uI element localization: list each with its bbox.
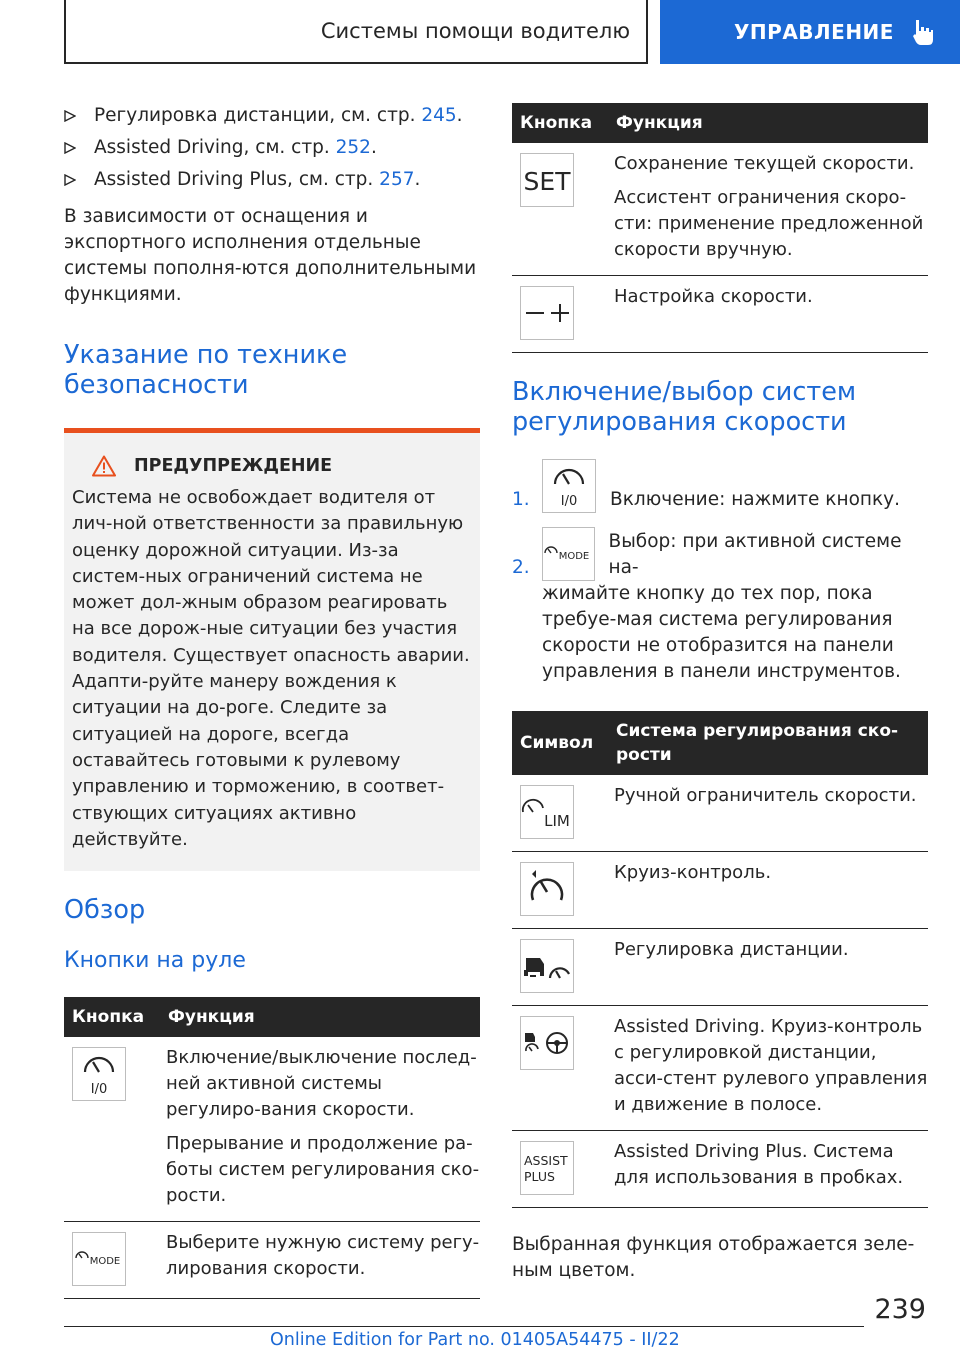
system-text: Регулировка дистанции.: [614, 939, 849, 960]
steering-buttons-table: [64, 997, 480, 1299]
speed-limiter-icon: [520, 785, 574, 839]
table-cell: [160, 1222, 480, 1299]
section-title: Системы помощи водителю: [320, 19, 630, 43]
header-section-title: [64, 0, 648, 64]
icon-label: MODE: [89, 1256, 121, 1268]
icon-label: I/0: [560, 494, 578, 509]
set-button-icon[interactable]: [520, 153, 574, 207]
table-cell: [64, 1222, 160, 1299]
list-item-text: Assisted Driving Plus, см. стр.: [94, 169, 380, 190]
system-text: Assisted Driving Plus. Система для использования в пробках.: [614, 1141, 904, 1188]
select-heading-line-1: Включение/выбор систем: [512, 377, 857, 407]
chapter-title: УПРАВЛЕНИЕ: [734, 20, 894, 44]
page-number: 239: [874, 1294, 926, 1325]
table-cell: [608, 929, 928, 1006]
system-text: Круиз-контроль.: [614, 862, 772, 883]
table-header-row: [64, 997, 480, 1037]
on-off-button-icon: [542, 459, 596, 513]
step-text: Выбор: при активной системе на-: [608, 531, 902, 578]
mode-button-icon[interactable]: [72, 1232, 126, 1286]
footer-edition-text: Online Edition for Part no. 01405A54475 - II/22: [270, 1330, 680, 1350]
table-cell: [64, 1037, 160, 1222]
closing-paragraph: Выбранная функция отображается зеле-ным цветом.: [512, 1234, 915, 1281]
hand-pointer-icon: [912, 18, 934, 46]
table-header-row: [512, 103, 928, 143]
list-item: [512, 527, 928, 685]
list-item: [512, 459, 928, 513]
triangle-bullet-icon: [64, 110, 76, 122]
footer-divider: [64, 1326, 864, 1327]
step-text: Включение: нажмите кнопку.: [610, 489, 900, 510]
assisted-driving-plus-icon: [520, 1141, 574, 1195]
select-heading-line-2: регулирования скорости: [512, 407, 847, 437]
table-row: [64, 1222, 480, 1299]
table-row: [512, 143, 928, 276]
speed-buttons-table: [512, 103, 928, 353]
triangle-bullet-icon: [64, 142, 76, 154]
table-row: [512, 276, 928, 353]
table-cell: [608, 1131, 928, 1208]
icon-label: PLUS: [524, 1169, 555, 1184]
speed-systems-table: [512, 711, 928, 1208]
list-item: [64, 132, 480, 164]
step-number: 2.: [512, 557, 530, 578]
steps-list: [512, 459, 928, 685]
column-header: Кнопка: [512, 103, 608, 143]
function-text: Настройка скорости.: [614, 286, 813, 307]
related-links-list: [64, 100, 480, 196]
function-text: Сохранение текущей скорости.: [614, 153, 915, 174]
assisted-driving-icon: [520, 1016, 574, 1070]
table-cell: [512, 143, 608, 276]
icon-label: I/0: [90, 1082, 108, 1098]
table-row: [64, 1037, 480, 1222]
right-column: [512, 103, 928, 1284]
function-text: Включение/выключение послед-ней активной системы регулиро-вания скорости.: [166, 1047, 477, 1121]
table-cell: [608, 852, 928, 929]
distance-control-icon: [520, 939, 574, 993]
list-item-end: .: [370, 137, 377, 158]
table-row: [512, 775, 928, 852]
table-cell: [512, 1131, 608, 1208]
icon-label: MODE: [558, 551, 590, 562]
table-cell: [608, 276, 928, 353]
column-header: Кнопка: [64, 997, 160, 1037]
cruise-control-icon: [520, 862, 574, 916]
table-cell: [512, 1006, 608, 1131]
table-cell: [608, 143, 928, 276]
table-row: [512, 1006, 928, 1131]
intro-paragraph: В зависимости от оснащения и экспортного исполнения отдельные системы пополня-ются дополнительными функциями.: [64, 206, 477, 305]
overview-heading: Обзор: [64, 895, 146, 926]
list-item: [64, 100, 480, 132]
safety-heading-line-1: Указание по технике: [64, 340, 348, 370]
warning-box: [64, 428, 480, 871]
table-cell: [512, 929, 608, 1006]
safety-heading: [64, 340, 480, 400]
page-link[interactable]: 252: [335, 137, 371, 158]
system-text: Assisted Driving. Круиз-контроль с регулировкой дистанции, асси-стент рулевого управления и движение в полосе.: [614, 1016, 928, 1115]
on-off-button-icon[interactable]: [72, 1047, 126, 1101]
function-text: Выберите нужную систему регу-лирования скорости.: [166, 1232, 480, 1280]
icon-label: ASSIST: [524, 1153, 568, 1168]
table-cell: [160, 1037, 480, 1222]
page-link[interactable]: 257: [379, 169, 415, 190]
table-cell: [512, 775, 608, 852]
icon-label: SET: [523, 167, 571, 196]
step-number: 1.: [512, 489, 530, 510]
warning-title-text: ПРЕДУПРЕЖДЕНИЕ: [134, 456, 333, 476]
left-column: [64, 100, 480, 1299]
table-cell: [512, 852, 608, 929]
table-row: [512, 929, 928, 1006]
mode-button-icon: [542, 527, 595, 581]
table-header-row: [512, 711, 928, 775]
warning-title: [92, 455, 472, 477]
step-text-continued: жимайте кнопку до тех пор, пока требуе-мая система регулирования скорости не отобразится на панели управления в панели инструментов.: [542, 583, 901, 682]
steering-buttons-heading: Кнопки на руле: [64, 948, 246, 974]
warning-triangle-icon: [92, 455, 116, 477]
list-item: [64, 164, 480, 196]
triangle-bullet-icon: [64, 174, 76, 186]
header-chapter-tab[interactable]: [660, 0, 960, 64]
warning-text: Система не освобождает водителя от лич-ной ответственности за правильную оценку дорожной ситуации. Из-за систем-ных ограничений система не может дол-жным образом реагировать на все дорож-ные ситуации без участия водителя. Существует опасность аварии. Адапти-руйте манеру вождения к ситуации на до-роге. Следите за ситуацией на дороге, всегда оставайтесь готовыми к рулевому управлению и торможению, в соответ-ствующих ситуациях активно действуйте.: [72, 487, 470, 850]
function-text: Ассистент ограничения скоро-сти: применение предложенной скорости вручную.: [614, 187, 924, 260]
minus-plus-icon[interactable]: [520, 286, 574, 340]
table-cell: [608, 1006, 928, 1131]
system-text: Ручной ограничитель скорости.: [614, 785, 917, 806]
column-header: Функция: [160, 997, 480, 1037]
table-cell: [608, 775, 928, 852]
table-row: [512, 1131, 928, 1208]
list-item-text: Регулировка дистанции, см. стр.: [94, 105, 422, 126]
column-header: Функция: [608, 103, 928, 143]
list-item-text: Assisted Driving, см. стр.: [94, 137, 336, 158]
select-systems-heading: [512, 377, 928, 437]
page-link[interactable]: 245: [421, 105, 457, 126]
function-text: Прерывание и продолжение ра-боты систем регулирования ско-рости.: [166, 1133, 480, 1207]
icon-label: LIM: [544, 812, 570, 830]
column-header: Символ: [512, 711, 608, 775]
table-cell: [512, 276, 608, 353]
list-item-end: .: [456, 105, 463, 126]
list-item-end: .: [414, 169, 421, 190]
table-row: [512, 852, 928, 929]
column-header: Система регулирования ско-рости: [608, 711, 928, 775]
safety-heading-line-2: безопасности: [64, 370, 249, 400]
